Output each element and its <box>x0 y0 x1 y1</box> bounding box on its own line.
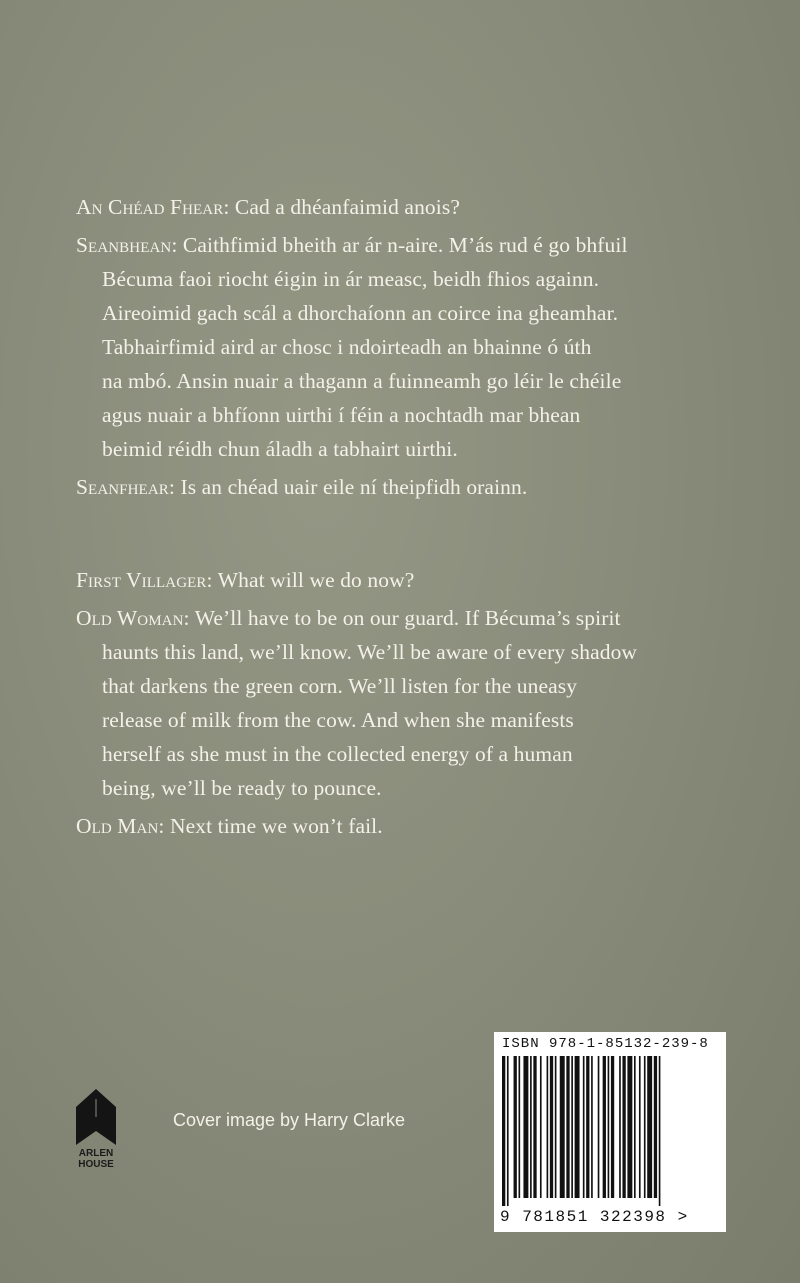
barcode-bar <box>622 1056 625 1198</box>
barcode-bar <box>530 1056 532 1198</box>
barcode-bar <box>603 1056 606 1198</box>
barcode-bar <box>598 1056 600 1198</box>
speech-line: Caithfimid bheith ar ár n-aire. M’ás rud é go bhfuil <box>182 233 628 257</box>
barcode-bar <box>639 1056 641 1198</box>
barcode-bar <box>591 1056 593 1198</box>
barcode-bar <box>540 1056 542 1198</box>
barcode-bar <box>555 1056 557 1198</box>
speech-line: release of milk from the cow. And when she manifests <box>102 708 574 732</box>
speech-line: We’ll have to be on our guard. If Bécuma’s spirit <box>194 606 621 630</box>
barcode-bar <box>519 1056 521 1198</box>
barcode-bar <box>634 1056 636 1198</box>
barcode-bar <box>571 1056 573 1198</box>
speech-line: Aireoimid gach scál a dhorchaíonn an coirce ina gheamhar. <box>102 301 619 325</box>
speaker-name: Seanfhear : <box>76 475 175 499</box>
dialogue-speech <box>76 563 726 597</box>
speech-line: haunts this land, we’ll know. We’ll be aware of every shadow <box>102 640 638 664</box>
speech-line: being, we’ll be ready to pounce. <box>102 776 382 800</box>
dialogue-speech <box>76 470 726 504</box>
ean-digits: 9 781851 322398 > <box>500 1208 689 1226</box>
barcode-bar <box>514 1056 517 1198</box>
english-dialogue <box>76 563 726 847</box>
cover-credit: Cover image by Harry Clarke <box>173 1110 406 1130</box>
publisher-line: ARLEN <box>78 1148 114 1159</box>
barcode-bar <box>583 1056 585 1198</box>
speaker-name: Old Man : <box>76 814 164 838</box>
irish-dialogue <box>76 190 726 508</box>
speech-line: Tabhairfimid aird ar chosc i ndoirteadh an bhainne ó úth <box>102 335 592 359</box>
barcode-bar <box>627 1056 632 1198</box>
barcode-bar <box>619 1056 621 1198</box>
speech-line: that darkens the green corn. We’ll listen for the uneasy <box>102 674 578 698</box>
speaker-name: First Villager : <box>76 568 213 592</box>
dialogue-speech <box>76 601 726 805</box>
speech-line: Cad a dhéanfaimid anois? <box>234 195 460 219</box>
dialogue-speech <box>76 228 726 466</box>
publisher-line: HOUSE <box>78 1159 114 1170</box>
barcode-bar <box>523 1056 528 1198</box>
barcode-bar <box>586 1056 589 1198</box>
barcode-bar <box>654 1056 657 1198</box>
barcode-bar <box>560 1056 565 1198</box>
barcode-bar <box>575 1056 580 1198</box>
barcode-bar <box>533 1056 536 1198</box>
speaker-name: Seanbhean : <box>76 233 177 257</box>
barcode-bar <box>507 1056 509 1206</box>
speech-line: na mbó. Ansin nuair a thagann a fuinneamh go léir le chéile <box>102 369 622 393</box>
speech-line: herself as she must in the collected energy of a human <box>102 742 573 766</box>
isbn-label: ISBN 978-1-85132-239-8 <box>502 1036 709 1052</box>
dialogue-speech <box>76 809 726 843</box>
barcode-bars <box>502 1056 714 1206</box>
barcode-bar <box>502 1056 505 1206</box>
speech-line: agus nuair a bhfíonn uirthi í féin a nochtadh mar bhean <box>102 403 581 427</box>
barcode-bar <box>647 1056 652 1198</box>
barcode-bar <box>611 1056 614 1198</box>
barcode-bar <box>644 1056 646 1198</box>
speaker-name: Old Woman : <box>76 606 190 630</box>
barcode-bar <box>608 1056 610 1198</box>
barcode-bar <box>547 1056 549 1198</box>
speech-line: Is an chéad uair eile ní theipfidh orainn. <box>180 475 528 499</box>
barcode-bar <box>566 1056 569 1198</box>
speech-line: Bécuma faoi riocht éigin in ár measc, beidh fhios againn. <box>102 267 600 291</box>
speaker-name: An Chéad Fhear : <box>76 195 229 219</box>
dialogue-speech <box>76 190 726 224</box>
arlen-house-logo-icon <box>72 1085 120 1185</box>
barcode-bar <box>659 1056 661 1206</box>
barcode-bar <box>550 1056 553 1198</box>
speech-line: What will we do now? <box>217 568 415 592</box>
isbn-barcode <box>494 1032 726 1232</box>
publisher-name <box>72 1148 120 1170</box>
speech-line: Next time we won’t fail. <box>169 814 383 838</box>
speech-line: beimid réidh chun áladh a tabhairt uirthi. <box>102 437 458 461</box>
